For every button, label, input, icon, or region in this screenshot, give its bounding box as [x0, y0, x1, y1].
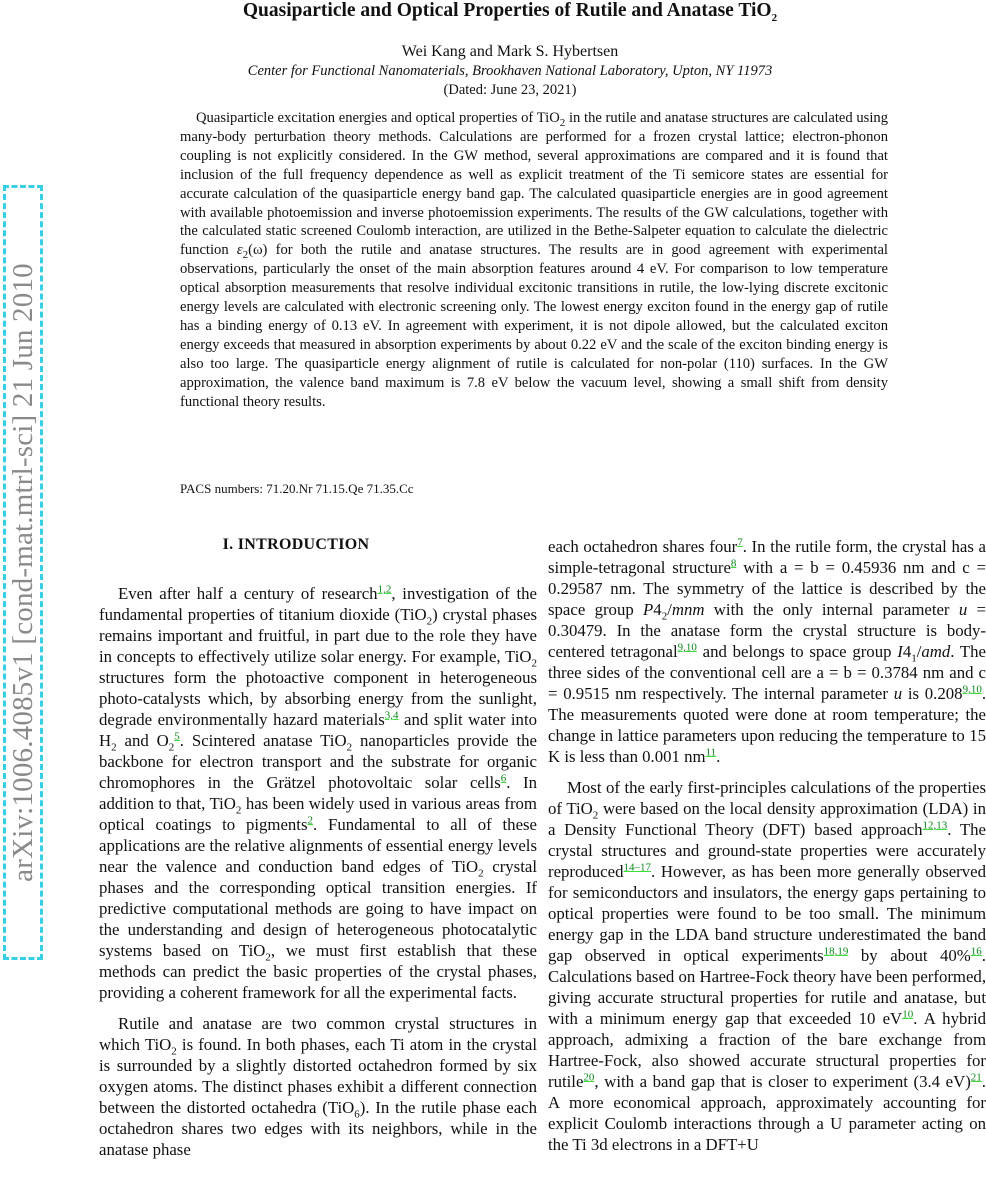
citation-link[interactable]: 9,10 [677, 641, 697, 654]
citation-link[interactable]: 1,2 [377, 583, 392, 596]
authors: Wei Kang and Mark S. Hybertsen [401, 43, 619, 60]
arxiv-id: arXiv:1006.4085v1 [cond-mat.mtrl-sci] 21 Jun 2010 [6, 263, 39, 882]
right-column [548, 536, 986, 1155]
citation-link[interactable]: 9,10 [962, 683, 982, 696]
citation-link[interactable]: 18,19 [823, 945, 849, 958]
citation-link[interactable]: 6 [500, 772, 507, 785]
affiliation: Center for Functional Nanomaterials, Brookhaven National Laboratory, Upton, NY 11973 [247, 63, 773, 79]
date-line: (Dated: June 23, 2021) [443, 82, 577, 98]
citation-link[interactable]: 5 [174, 730, 180, 743]
citation-link[interactable]: 3,4 [384, 709, 399, 722]
citation-link[interactable]: 14–17 [623, 861, 651, 874]
citation-link[interactable]: 21 [970, 1071, 982, 1084]
intro-paragraph-2-continued: each octahedron shares four$^7$. In the rutile form, the crystal has a simple-tetragonal structure$^8$ with a = b = 0.45936 nm and c = 0.29587 nm. The symmetry of the lattice is described by the space group $P4_2$/mnm with the only internal parameter u = 0.30479. In the anatase form the crystal structure is body-centered tetragonal$^{9,10}$ and belongs to space group $I4_1$/amd. The three sides of the conventional cell are a = b = 0.3784 nm and c = 0.9515 nm respectively. The internal parameter u is 0.208$^{9,10}$. The measurements quoted were done at room temperature; the change in lattice parameters upon reducing the temperature to 15 K is less than 0.001 nm$^{11}$. [548, 536, 986, 766]
arxiv-stamp [3, 185, 43, 960]
intro-paragraph-3: Most of the early first-principles calculations of the properties of TiO$_2$ were based on the local density approximation (LDA) in a Density Functional Theory (DFT) based approach$^{12,13}$. The crystal structures and ground-state properties were accurately reproduced$^{14-17}$. However, as has been more generally observed for semiconductors and insulators, the energy gaps pertaining to optical properties were found to be too small. The minimum energy gap in the LDA band structure underestimated the band gap observed in optical experiments$^{18,19}$ by about 40%$^{16}$. Calculations based on Hartree-Fock theory have been performed, giving accurate structural properties for rutile and anatase, but with a minimum energy gap that exceeded 10 eV$^{10}$. A hybrid approach, admixing a fraction of the bare exchange from Hartree-Fock, also showed accurate structural properties for rutile$^{20}$, with a band gap that is closer to experiment (3.4 eV)$^{21}$. A more economical approach, approximately accounting for explicit Coulomb interactions through a U parameter acting on the Ti 3d electrons in a DFT+U [548, 778, 986, 1154]
pacs-numbers: PACS numbers: 71.20.Nr 71.15.Qe 71.35.Cc [180, 481, 414, 496]
citation-link[interactable]: 10 [902, 1008, 914, 1021]
citation-link[interactable]: 12,13 [922, 819, 948, 832]
citation-link[interactable]: 11 [705, 746, 717, 759]
citation-link[interactable]: 16 [970, 945, 982, 958]
paper-title: Quasiparticle and Optical Properties of Rutile and Anatase TiO$_2$ [242, 0, 778, 24]
citation-link[interactable]: 20 [583, 1071, 595, 1084]
section-heading: I. INTRODUCTION [222, 536, 370, 553]
citation-link[interactable]: 2 [307, 814, 314, 827]
left-column [99, 583, 537, 1160]
intro-paragraph-1: Even after half a century of research$^{1,2}$, investigation of the fundamental properties of titanium dioxide (TiO$_2$) crystal phases remains important and fruitful, in part due to the role they have in concepts to effectively utilize solar energy. For example, TiO$_2$ structures form the photoactive component in heterogeneous photo-catalysts which, by absorbing energy from the sunlight, degrade environmentally hazard materials$^{3,4}$ and split water into $H_2$ and $O_2^5$. Scintered anatase TiO$_2$ nanoparticles provide the backbone for electron transport and the substrate for organic chromophores in the Grätzel photovoltaic solar cells$^6$. In addition to that, TiO$_2$ has been widely used in various areas from optical coatings to pigments$^2$. Fundamental to all of these applications are the relative alignments of essential energy levels near the valence and conduction band edges of TiO$_2$ crystal phases and the corresponding optical transition energies. If predictive computational methods are going to have impact on the understanding and design of heterogeneous photocatalytic systems based on TiO$_2$, we must first establish that these methods can predict the basic properties of the crystal phases, providing a coherent framework for all the experimental facts. [99, 583, 538, 1002]
intro-paragraph-2: Rutile and anatase are two common crystal structures in which TiO$_2$ is found. In both phases, each Ti atom in the crystal is surrounded by a slightly distorted octahedron formed by six oxygen atoms. The distinct phases exhibit a different connection between the distorted octahedra (TiO$_6$). In the rutile phase each octahedron shares two edges with its neighbors, while in the anatase phase [99, 1014, 537, 1159]
citation-link[interactable]: 8 [730, 557, 737, 570]
citation-link[interactable]: 7 [737, 536, 743, 549]
abstract: Quasiparticle excitation energies and optical properties of TiO$_2$ in the rutile and anatase structures are calculated using many-body perturbation theory methods. Calculations are performed for a frozen crystal lattice; electron-phonon coupling is not explicitly considered. In the GW method, several approximations are compared and it is found that inclusion of the full frequency dependence as well as explicit treatment of the Ti semicore states are essential for accurate calculation of the quasiparticle energy band gap. The calculated quasiparticle energies are in good agreement with available photoemission and inverse photoemission experiments. The results of the GW calculations, together with the calculated static screened Coulomb interaction, are utilized in the Bethe-Salpeter equation to calculate the dielectric function $\varepsilon_2(\omega)$ for both the rutile and anatase structures. The results are in good agreement with experimental observations, particularly the onset of the main absorption features around 4 eV. For comparison to low temperature optical absorption measurements that resolve individual excitonic transitions in rutile, the low-lying discrete excitonic energy levels are calculated with electronic screening only. The lowest energy exciton found in the energy gap of rutile has a binding energy of 0.13 eV. In agreement with experiment, it is not dipole allowed, but the calculated exciton energy exceeds that measured in absorption experiments by about 0.22 eV and the scale of the exciton binding energy is also too large. The quasiparticle energy alignment of rutile is calculated for non-polar (110) surfaces. In the GW approximation, the valence band maximum is 7.8 eV below the vacuum level, showing a small shift from density functional theory results. [180, 110, 888, 410]
